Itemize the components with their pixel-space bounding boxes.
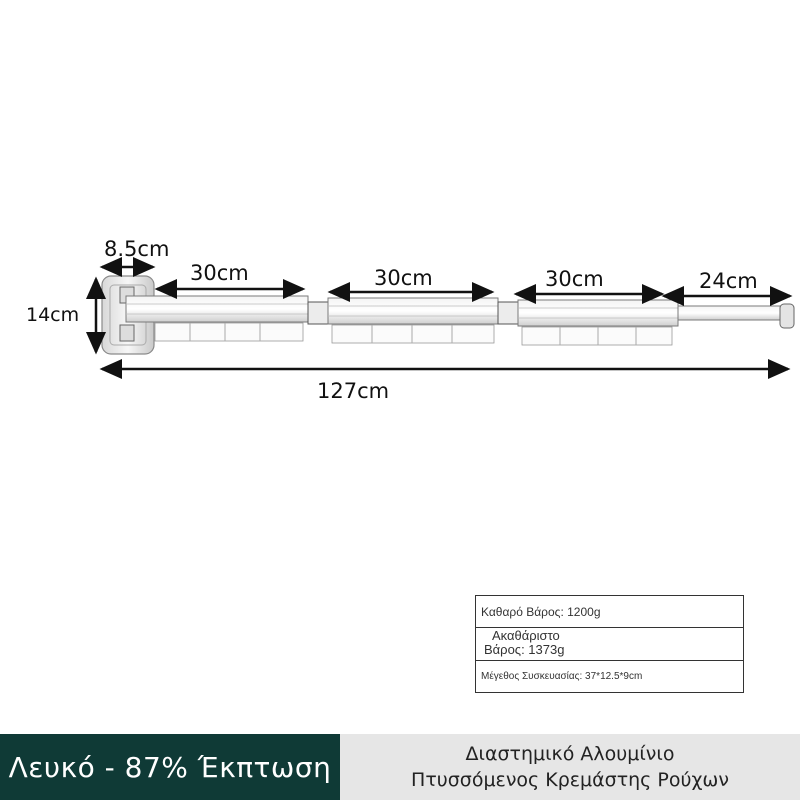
hinge-2 [498, 302, 518, 324]
net-weight-text: Καθαρό Βάρος: 1200g [481, 604, 601, 619]
bracket-width-label: 8.5cm [104, 237, 170, 261]
arm-2-label: 30cm [374, 266, 433, 290]
total-length-label: 127cm [317, 379, 390, 403]
arm-4-label: 24cm [699, 269, 758, 293]
gross-weight-line2: Βάρος: 1373g [484, 642, 565, 657]
package-size-row [475, 660, 744, 693]
arm-3-label: 30cm [545, 267, 604, 291]
hinge-1 [308, 302, 328, 324]
net-weight-row [475, 595, 744, 627]
arm-segment-2 [328, 298, 498, 343]
bottom-banner [0, 734, 800, 800]
gross-weight-row [475, 627, 744, 660]
product-title [340, 734, 800, 800]
spec-table [475, 595, 744, 693]
product-title-line1: Διαστημικό Αλουμίνιο [465, 743, 675, 765]
gross-weight-line1: Ακαθάριστο [492, 628, 560, 643]
discount-badge: Λευκό - 87% Έκπτωση [0, 734, 340, 800]
extension-rod [678, 304, 794, 328]
arm-segment-3 [518, 300, 678, 345]
product-title-line2: Πτυσσόμενος Κρεμάστης Ρούχων [411, 769, 729, 791]
height-label: 14cm [26, 304, 80, 326]
arm-1-label: 30cm [190, 261, 249, 285]
package-size-text: Μέγεθος Συσκευασίας: 37*12.5*9cm [481, 671, 643, 682]
